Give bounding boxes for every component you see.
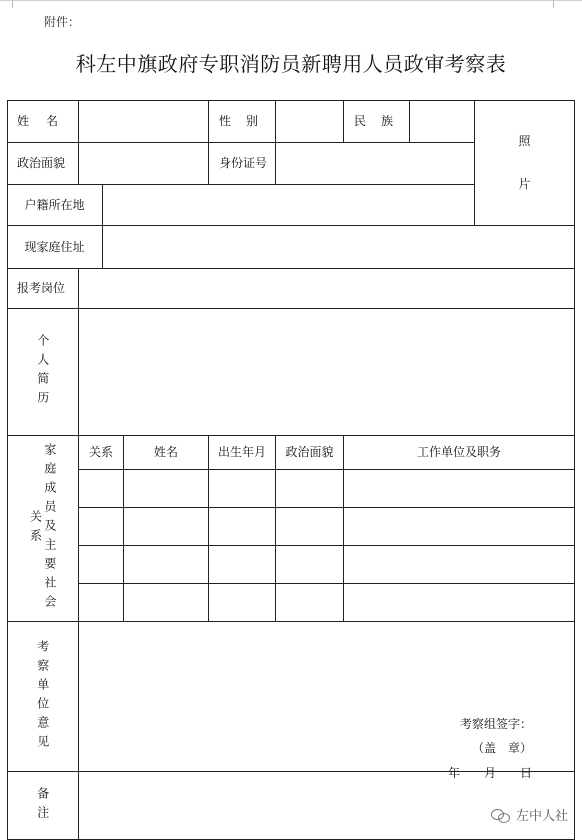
family-row-1-workplace[interactable] (344, 470, 575, 508)
photo-box[interactable] (475, 100, 575, 226)
resume-label: 个人简历 (7, 309, 79, 436)
name-label: 姓名 (7, 100, 79, 143)
family-header-birth-date: 出生年月 (209, 436, 276, 470)
family-row-4-name[interactable] (124, 584, 209, 622)
family-row-2-political-status[interactable] (276, 508, 344, 546)
family-row-3-relation[interactable] (79, 546, 124, 584)
position-field[interactable] (79, 269, 575, 309)
id-number-field[interactable] (276, 143, 475, 185)
photo-label-bottom: 片 (518, 176, 531, 191)
home-address-label: 现家庭住址 (7, 226, 103, 269)
family-row-2-name[interactable] (124, 508, 209, 546)
page-title: 科左中旗政府专职消防员新聘用人员政审考察表 (75, 52, 507, 76)
position-label: 报考岗位 (7, 269, 79, 309)
review-form (7, 100, 575, 840)
remarks-label: 备注 (7, 772, 79, 840)
family-row-1-birth-date[interactable] (209, 470, 276, 508)
photo-label-top: 照 (518, 134, 531, 149)
political-status-field[interactable] (79, 143, 209, 185)
family-row-3-birth-date[interactable] (209, 546, 276, 584)
gender-label: 性别 (209, 100, 276, 143)
family-row-4-political-status[interactable] (276, 584, 344, 622)
family-row-4-relation[interactable] (79, 584, 124, 622)
family-row-4-birth-date[interactable] (209, 584, 276, 622)
ethnicity-label: 民族 (344, 100, 410, 143)
family-row-4-workplace[interactable] (344, 584, 575, 622)
family-header-relation: 关系 (79, 436, 124, 470)
resume-field[interactable] (79, 309, 575, 436)
family-row-3-name[interactable] (124, 546, 209, 584)
inspection-opinion-field[interactable] (79, 622, 575, 780)
source-watermark (491, 805, 568, 824)
attachment-label: 附件： (44, 15, 81, 29)
seal-label: （盖 章） (471, 741, 532, 756)
family-header-name: 姓名 (124, 436, 209, 470)
family-row-3-political-status[interactable] (276, 546, 344, 584)
top-page-border (0, 0, 582, 5)
page-corner-right (545, 0, 554, 8)
family-row-2-relation[interactable] (79, 508, 124, 546)
inspection-label: 考察单位意见 (7, 622, 79, 772)
watermark-source-text: 左中人社 (515, 809, 568, 824)
family-row-1-political-status[interactable] (276, 470, 344, 508)
family-row-2-birth-date[interactable] (209, 508, 276, 546)
family-row-1-relation[interactable] (79, 470, 124, 508)
id-number-label: 身份证号 (209, 143, 276, 185)
political-status-label: 政治面貌 (7, 143, 79, 185)
family-header-political-status: 政治面貌 (276, 436, 344, 470)
household-registration-field[interactable] (103, 185, 475, 226)
gender-field[interactable] (276, 100, 344, 143)
family-row-1-name[interactable] (124, 470, 209, 508)
name-field[interactable] (79, 100, 209, 143)
page-corner-left (12, 0, 21, 8)
family-header-workplace: 工作单位及职务 (344, 436, 575, 470)
signature-area (448, 717, 532, 780)
home-address-field[interactable] (103, 226, 575, 269)
ethnicity-field[interactable] (410, 100, 475, 143)
household-registration-label: 户籍所在地 (7, 185, 103, 226)
inspector-signature-label: 考察组签字： (459, 717, 532, 731)
date-label: 年 月 日 (447, 765, 532, 780)
family-row-3-workplace[interactable] (344, 546, 575, 584)
wechat-icon (491, 807, 510, 822)
family-row-2-workplace[interactable] (344, 508, 575, 546)
family-label: 家庭成员及主要社会关系 (7, 436, 79, 622)
